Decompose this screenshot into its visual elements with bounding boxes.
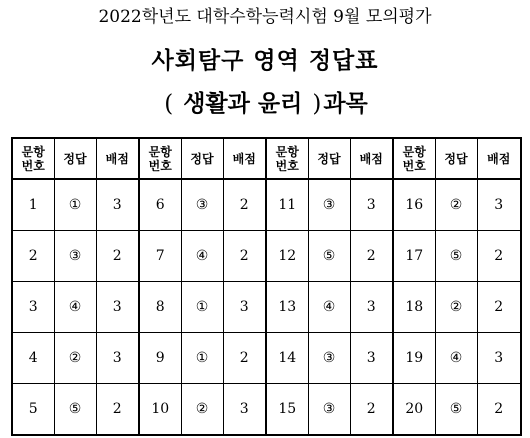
answer-cell: ③	[181, 179, 223, 231]
header-points: 배점	[477, 138, 521, 179]
points-cell: 3	[350, 282, 393, 333]
question-number: 5	[12, 384, 54, 436]
answer-cell: ③	[54, 231, 96, 282]
points-cell: 2	[223, 333, 266, 384]
answer-cell: ③	[308, 384, 350, 436]
question-number: 15	[266, 384, 308, 436]
answer-cell: ④	[308, 282, 350, 333]
points-cell: 2	[223, 231, 266, 282]
points-cell: 3	[477, 333, 521, 384]
points-cell: 2	[96, 384, 139, 436]
header-question-no: 문항번호	[266, 138, 308, 179]
header-question-no: 문항번호	[139, 138, 181, 179]
question-number: 8	[139, 282, 181, 333]
question-number: 10	[139, 384, 181, 436]
question-number: 20	[393, 384, 435, 436]
question-number: 12	[266, 231, 308, 282]
question-number: 16	[393, 179, 435, 231]
question-number: 18	[393, 282, 435, 333]
question-number: 2	[12, 231, 54, 282]
answer-cell: ①	[181, 282, 223, 333]
question-number: 11	[266, 179, 308, 231]
points-cell: 3	[96, 333, 139, 384]
table-row	[12, 179, 521, 231]
points-cell: 3	[223, 282, 266, 333]
question-number: 13	[266, 282, 308, 333]
answer-sheet-title: 사회탐구 영역 정답표	[151, 47, 379, 74]
header-answer: 정답	[435, 138, 477, 179]
points-cell: 2	[96, 231, 139, 282]
answer-cell: ⑤	[54, 384, 96, 436]
answer-cell: ④	[435, 333, 477, 384]
header-points: 배점	[96, 138, 139, 179]
answer-cell: ①	[181, 333, 223, 384]
header-points: 배점	[223, 138, 266, 179]
exam-title: 2022학년도 대학수학능력시험 9월 모의평가	[98, 7, 432, 27]
question-number: 19	[393, 333, 435, 384]
answer-cell: ④	[54, 282, 96, 333]
question-number: 3	[12, 282, 54, 333]
header-question-no: 문항번호	[393, 138, 435, 179]
header-answer: 정답	[181, 138, 223, 179]
points-cell: 2	[350, 231, 393, 282]
answer-cell: ④	[181, 231, 223, 282]
answer-cell: ②	[435, 282, 477, 333]
answer-cell: ②	[54, 333, 96, 384]
answer-cell: ⑤	[435, 231, 477, 282]
answer-table	[11, 137, 522, 436]
subject-title	[0, 88, 530, 120]
points-cell: 2	[477, 231, 521, 282]
points-cell: 3	[96, 282, 139, 333]
subject-close-paren: )	[312, 91, 322, 117]
header-answer: 정답	[308, 138, 350, 179]
answer-cell: ②	[181, 384, 223, 436]
points-cell: 2	[477, 282, 521, 333]
subject-open-paren: (	[164, 91, 174, 117]
table-header-row	[12, 138, 521, 179]
points-cell: 2	[223, 179, 266, 231]
answer-cell: ①	[54, 179, 96, 231]
question-number: 9	[139, 333, 181, 384]
header-question-no: 문항번호	[12, 138, 54, 179]
answer-cell: ②	[435, 179, 477, 231]
subject-name: 생활과 윤리	[183, 90, 303, 117]
question-number: 4	[12, 333, 54, 384]
points-cell: 3	[350, 333, 393, 384]
table-row	[12, 282, 521, 333]
question-number: 14	[266, 333, 308, 384]
points-cell: 2	[477, 384, 521, 436]
points-cell: 3	[477, 179, 521, 231]
answer-cell: ⑤	[435, 384, 477, 436]
points-cell: 3	[96, 179, 139, 231]
points-cell: 2	[350, 384, 393, 436]
question-number: 1	[12, 179, 54, 231]
table-row	[12, 231, 521, 282]
header-answer: 정답	[54, 138, 96, 179]
table-row	[12, 333, 521, 384]
answer-cell: ③	[308, 333, 350, 384]
answer-cell: ⑤	[308, 231, 350, 282]
question-number: 7	[139, 231, 181, 282]
header-points: 배점	[350, 138, 393, 179]
points-cell: 3	[350, 179, 393, 231]
question-number: 17	[393, 231, 435, 282]
answer-cell: ③	[308, 179, 350, 231]
points-cell: 3	[223, 384, 266, 436]
question-number: 6	[139, 179, 181, 231]
table-row	[12, 384, 521, 436]
subject-suffix: 과목	[323, 90, 368, 117]
